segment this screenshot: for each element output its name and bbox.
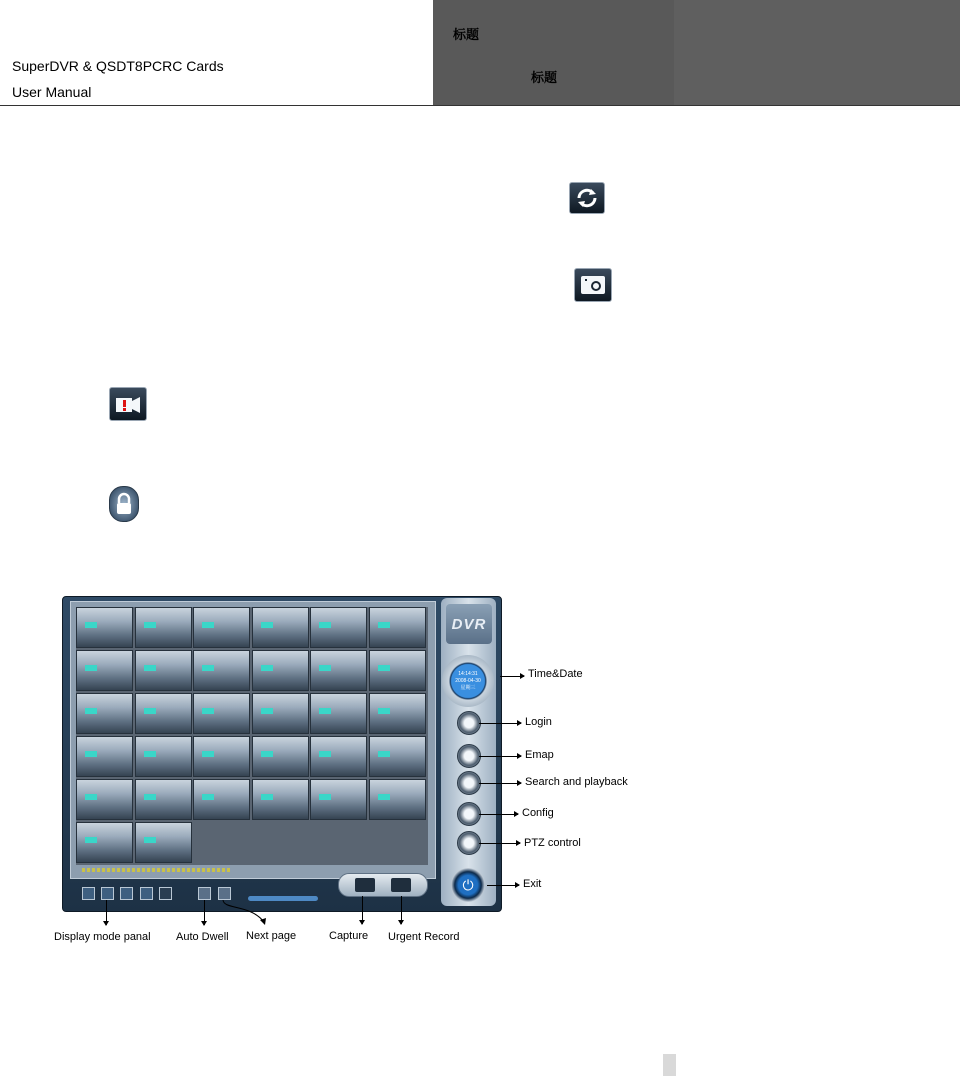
header-tag-1: 标题 (453, 27, 480, 42)
auto-dwell-label: Auto Dwell (176, 931, 229, 943)
document-title: SuperDVR & QSDT8PCRC Cards (12, 58, 224, 74)
time-date-label: Time&Date (528, 668, 583, 680)
power-icon: ⏻ (462, 876, 474, 893)
video-channel-cell[interactable] (310, 607, 367, 648)
config-label: Config (522, 807, 554, 819)
video-channel-cell[interactable] (76, 779, 133, 820)
display-mode-label: Display mode panal (54, 931, 151, 943)
channel-status-strip (82, 868, 232, 872)
header-band-right (674, 0, 960, 105)
auto-dwell-button[interactable] (198, 887, 211, 900)
header-band-left (433, 0, 674, 105)
video-channel-cell[interactable] (76, 607, 133, 648)
video-channel-cell[interactable] (135, 693, 192, 734)
video-channel-cell[interactable] (369, 736, 426, 777)
capture-button[interactable] (355, 878, 375, 892)
auto-dwell-arrow (204, 900, 205, 925)
display-mode-9-button[interactable] (120, 887, 133, 900)
video-channel-cell[interactable] (193, 693, 250, 734)
time-date-display (442, 655, 494, 707)
login-label: Login (525, 716, 552, 728)
exit-arrow (487, 885, 519, 886)
video-channel-cell[interactable] (135, 607, 192, 648)
video-channel-cell[interactable] (310, 693, 367, 734)
document-subtitle: User Manual (12, 84, 92, 100)
config-arrow (479, 814, 518, 815)
lock-icon (109, 486, 139, 522)
video-channel-cell[interactable] (310, 650, 367, 691)
video-channel-cell[interactable] (76, 736, 133, 777)
clock-date: 2008-04-30 (455, 677, 481, 684)
urgent-record-label: Urgent Record (388, 931, 460, 943)
display-mode-4-button[interactable] (101, 887, 114, 900)
video-channel-cell[interactable] (252, 607, 309, 648)
display-mode-arrow (106, 900, 107, 925)
emap-arrow (479, 756, 521, 757)
video-channel-grid (76, 607, 428, 865)
video-channel-cell[interactable] (369, 693, 426, 734)
display-mode-1-button[interactable] (82, 887, 95, 900)
video-channel-cell[interactable] (369, 650, 426, 691)
urgent-record-button[interactable] (391, 878, 411, 892)
video-channel-cell[interactable] (135, 779, 192, 820)
video-channel-cell[interactable] (193, 736, 250, 777)
login-button[interactable] (457, 711, 481, 735)
video-channel-cell[interactable] (135, 736, 192, 777)
capture-arrow (362, 896, 363, 924)
ptz-control-button[interactable] (457, 831, 481, 855)
video-channel-cell[interactable] (193, 607, 250, 648)
capture-label: Capture (329, 930, 369, 942)
video-channel-cell[interactable] (76, 693, 133, 734)
video-channel-cell[interactable] (76, 822, 133, 863)
emap-label: Emap (525, 749, 554, 761)
clock-time: 14:14:31 (458, 670, 478, 677)
urgent-record-icon (109, 387, 147, 421)
video-channel-cell[interactable] (310, 736, 367, 777)
video-channel-cell[interactable] (252, 779, 309, 820)
display-mode-36-button[interactable] (159, 887, 172, 900)
config-button[interactable] (457, 802, 481, 826)
video-channel-cell[interactable] (193, 650, 250, 691)
login-arrow (479, 723, 521, 724)
emap-button[interactable] (457, 744, 481, 768)
video-channel-cell[interactable] (135, 822, 192, 863)
exit-label: Exit (523, 878, 542, 890)
capture-camera-icon (574, 268, 612, 302)
capture-record-bar (338, 873, 428, 897)
page-number-block (663, 1054, 676, 1076)
time-date-arrow (500, 676, 524, 677)
search-playback-label: Search and playback (525, 776, 628, 788)
header-rule (0, 105, 960, 106)
next-page-arrow (220, 898, 272, 928)
urgent-record-arrow (401, 896, 402, 924)
exit-button[interactable] (451, 868, 485, 902)
video-channel-cell[interactable] (252, 736, 309, 777)
video-channel-cell[interactable] (252, 650, 309, 691)
video-channel-cell[interactable] (193, 779, 250, 820)
auto-dwell-refresh-icon (569, 182, 605, 214)
search-playback-arrow (479, 783, 521, 784)
next-page-label: Next page (246, 930, 297, 942)
header-tag-2: 标题 (531, 70, 558, 85)
video-channel-cell[interactable] (135, 650, 192, 691)
dvr-logo: DVR (446, 604, 492, 644)
video-channel-cell[interactable] (252, 693, 309, 734)
ptz-label: PTZ control (524, 837, 581, 849)
video-channel-cell[interactable] (76, 650, 133, 691)
video-channel-cell[interactable] (369, 607, 426, 648)
video-channel-cell[interactable] (369, 779, 426, 820)
clock-weekday: 星期三 (460, 684, 476, 691)
ptz-arrow (479, 843, 520, 844)
video-channel-cell[interactable] (310, 779, 367, 820)
display-mode-16-button[interactable] (140, 887, 153, 900)
search-playback-button[interactable] (457, 771, 481, 795)
